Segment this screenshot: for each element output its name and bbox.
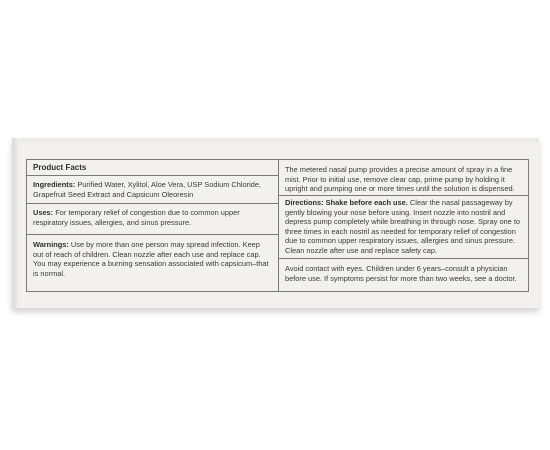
product-facts-heading-cell xyxy=(27,163,278,173)
ingredients-label: Ingredients: xyxy=(33,180,76,189)
pump-divider xyxy=(279,195,528,196)
caution-section xyxy=(279,264,528,283)
warnings-text: Use by more than one person may spread infection. Keep out of reach of children. Clean nozzle after each use and replace cap. You may experience a burning sensation associated with capsicum–that is normal. xyxy=(33,240,269,278)
warnings-label: Warnings: xyxy=(33,240,69,249)
ingredients-section xyxy=(27,180,278,199)
pump-text: The metered nasal pump provides a precise amount of spray in a fine mist. Prior to initial use, remove clear cap, prime pump by holding it upright and pumping one or more times until the solution is dispensed. xyxy=(285,165,515,194)
uses-divider xyxy=(27,234,278,235)
left-column xyxy=(27,160,279,291)
uses-section xyxy=(27,208,278,227)
product-facts-heading: Product Facts xyxy=(33,163,87,172)
right-column xyxy=(279,160,528,291)
warnings-section xyxy=(27,240,278,278)
directions-divider xyxy=(279,258,528,259)
ingredients-divider xyxy=(27,203,278,204)
directions-label: Directions: xyxy=(285,198,324,207)
directions-section xyxy=(279,198,528,256)
ingredients-text: Purified Water, Xylitol, Aloe Vera, USP Sodium Chloride, Grapefruit Seed Extract and Capsicum Oleoresin xyxy=(33,180,261,199)
heading-divider xyxy=(27,175,278,176)
box-left-edge xyxy=(12,138,20,308)
caution-text: Avoid contact with eyes. Children under 6 years–consult a physician before use. If symptoms persist for more than two weeks, see a doctor. xyxy=(285,264,517,283)
uses-label: Uses: xyxy=(33,208,54,217)
product-facts-panel xyxy=(26,159,529,292)
box-top-edge xyxy=(12,138,539,146)
pump-section xyxy=(279,165,528,194)
directions-emphasis: Shake before each use. xyxy=(325,198,408,207)
directions-text: Clear the nasal passageway by gently blowing your nose before using. Insert nozzle into nostril and depress pump completely while breathing in through nose. Spray one to three times in each nostril as needed for temporary relief of congestion due to common upper respiratory issues, allergies and sinus pressure. Clean nozzle after use and replace safety cap. xyxy=(285,198,520,255)
uses-text: For temporary relief of congestion due to common upper respiratory issues, allergies, and sinus pressure. xyxy=(33,208,240,227)
